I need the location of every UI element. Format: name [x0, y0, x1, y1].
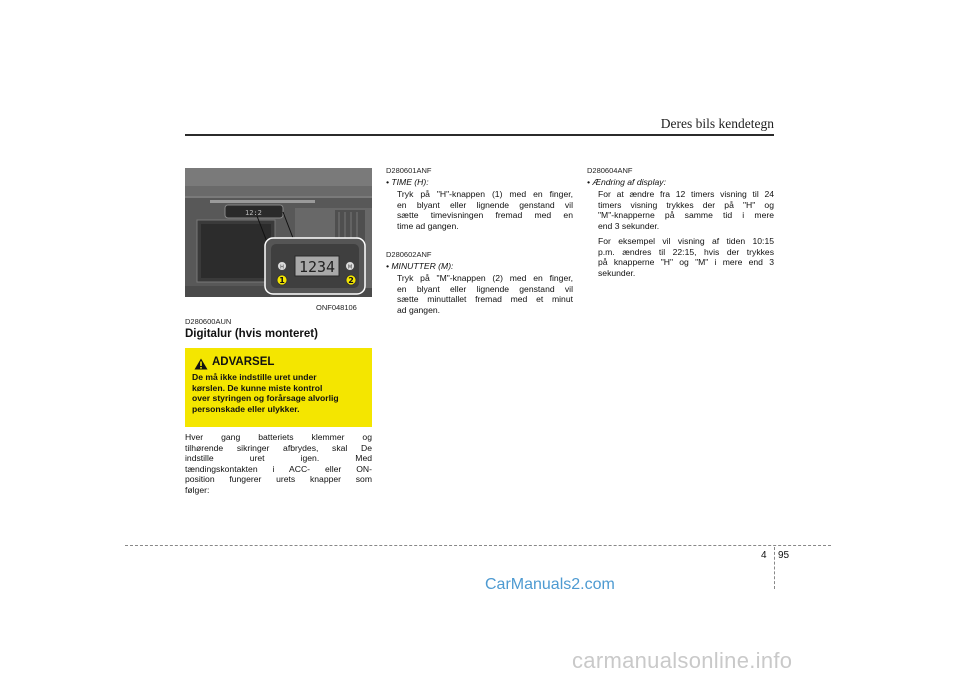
time-line: time ad gangen.: [397, 220, 459, 231]
display-code: D280604ANF: [587, 166, 633, 175]
warning-line: De må ikke indstille uret under: [192, 372, 317, 382]
display-line: end 3 sekunder.: [598, 220, 660, 231]
section-code: D280600AUN: [185, 317, 232, 326]
warning-line: over styringen og forårsage alvorlig: [192, 393, 339, 403]
minutter-line: sætte minuttallet fremad med et minut: [397, 294, 573, 305]
display-line: For eksempel vil visning af tiden 10:15: [598, 236, 774, 246]
minutter-line: en blyant eller lignende genstand vil: [397, 283, 573, 294]
display-paragraph-2: [598, 236, 774, 278]
section-title: Deres bils kendetegn: [660, 116, 774, 131]
display-bullet: • Ændring af display:: [587, 177, 666, 187]
body-line: følger:: [185, 484, 210, 495]
label-2: 2: [348, 276, 354, 285]
display-line: For at ændre fra 12 timers visning til 24: [598, 189, 774, 199]
display-paragraph-1: [598, 189, 774, 231]
time-line: en blyant eller lignende genstand vil: [397, 199, 573, 210]
label-1: 1: [279, 276, 285, 285]
body-line: Hver gang batteriets klemmer og: [185, 432, 372, 442]
time-bullet: • TIME (H):: [386, 177, 429, 187]
minutter-code: D280602ANF: [386, 250, 432, 259]
display-line: på knapperne "H" og "M" i mere end 3: [598, 257, 774, 268]
watermark-link[interactable]: CarManuals2.com: [485, 576, 615, 593]
body-line: indstille uret igen. Med: [185, 453, 372, 464]
minutter-line: ad gangen.: [397, 304, 441, 315]
footer-divider: [774, 547, 775, 589]
watermark-footer: carmanualsonline.info: [572, 648, 793, 673]
clock-digits: 1234: [298, 258, 336, 276]
minutter-line: Tryk på "M"-knappen (2) med en finger,: [397, 273, 573, 283]
svg-text:12:2: 12:2: [245, 209, 262, 217]
header-rule: [185, 134, 774, 136]
warning-line: personskade eller ulykker.: [192, 403, 300, 414]
m-button-label: M: [347, 264, 353, 271]
body-line: position fungerer urets knapper som: [185, 474, 372, 485]
display-line: timers visning trykkes der på "H" og: [598, 199, 774, 210]
minutter-paragraph: [397, 273, 573, 315]
time-line: sætte timevisningen fremad med en: [397, 210, 573, 221]
body-line: tændingskontakten i ACC- eller ON-: [185, 463, 372, 474]
clock-photo: [185, 168, 372, 297]
warning-triangle-icon: [194, 358, 208, 370]
figure-code: ONF048106: [316, 303, 357, 312]
chapter-number: 4: [761, 550, 767, 561]
warning-box: [185, 348, 372, 427]
minutter-bullet: • MINUTTER (M):: [386, 261, 454, 271]
footer-rule: [125, 545, 831, 546]
page-number: 95: [778, 550, 790, 561]
display-line: sekunder.: [598, 267, 636, 278]
time-code: D280601ANF: [386, 166, 432, 175]
display-line: p.m. ændres til 22:15, hvis der trykkes: [598, 246, 774, 257]
section-heading: Digitalur (hvis monteret): [185, 328, 318, 340]
warning-line: kørslen. De kunne miste kontrol: [192, 382, 323, 393]
time-paragraph: [397, 189, 573, 231]
body-line: tilhørende sikringer afbrydes, skal De: [185, 442, 372, 453]
body-paragraph: [185, 432, 372, 496]
display-line: "M"-knapperne på samme tid i mere: [598, 210, 774, 221]
time-line: Tryk på "H"-knappen (1) med en finger,: [397, 189, 573, 199]
warning-text: [192, 372, 364, 414]
h-button-label: H: [280, 264, 284, 271]
warning-title: ADVARSEL: [212, 356, 275, 368]
